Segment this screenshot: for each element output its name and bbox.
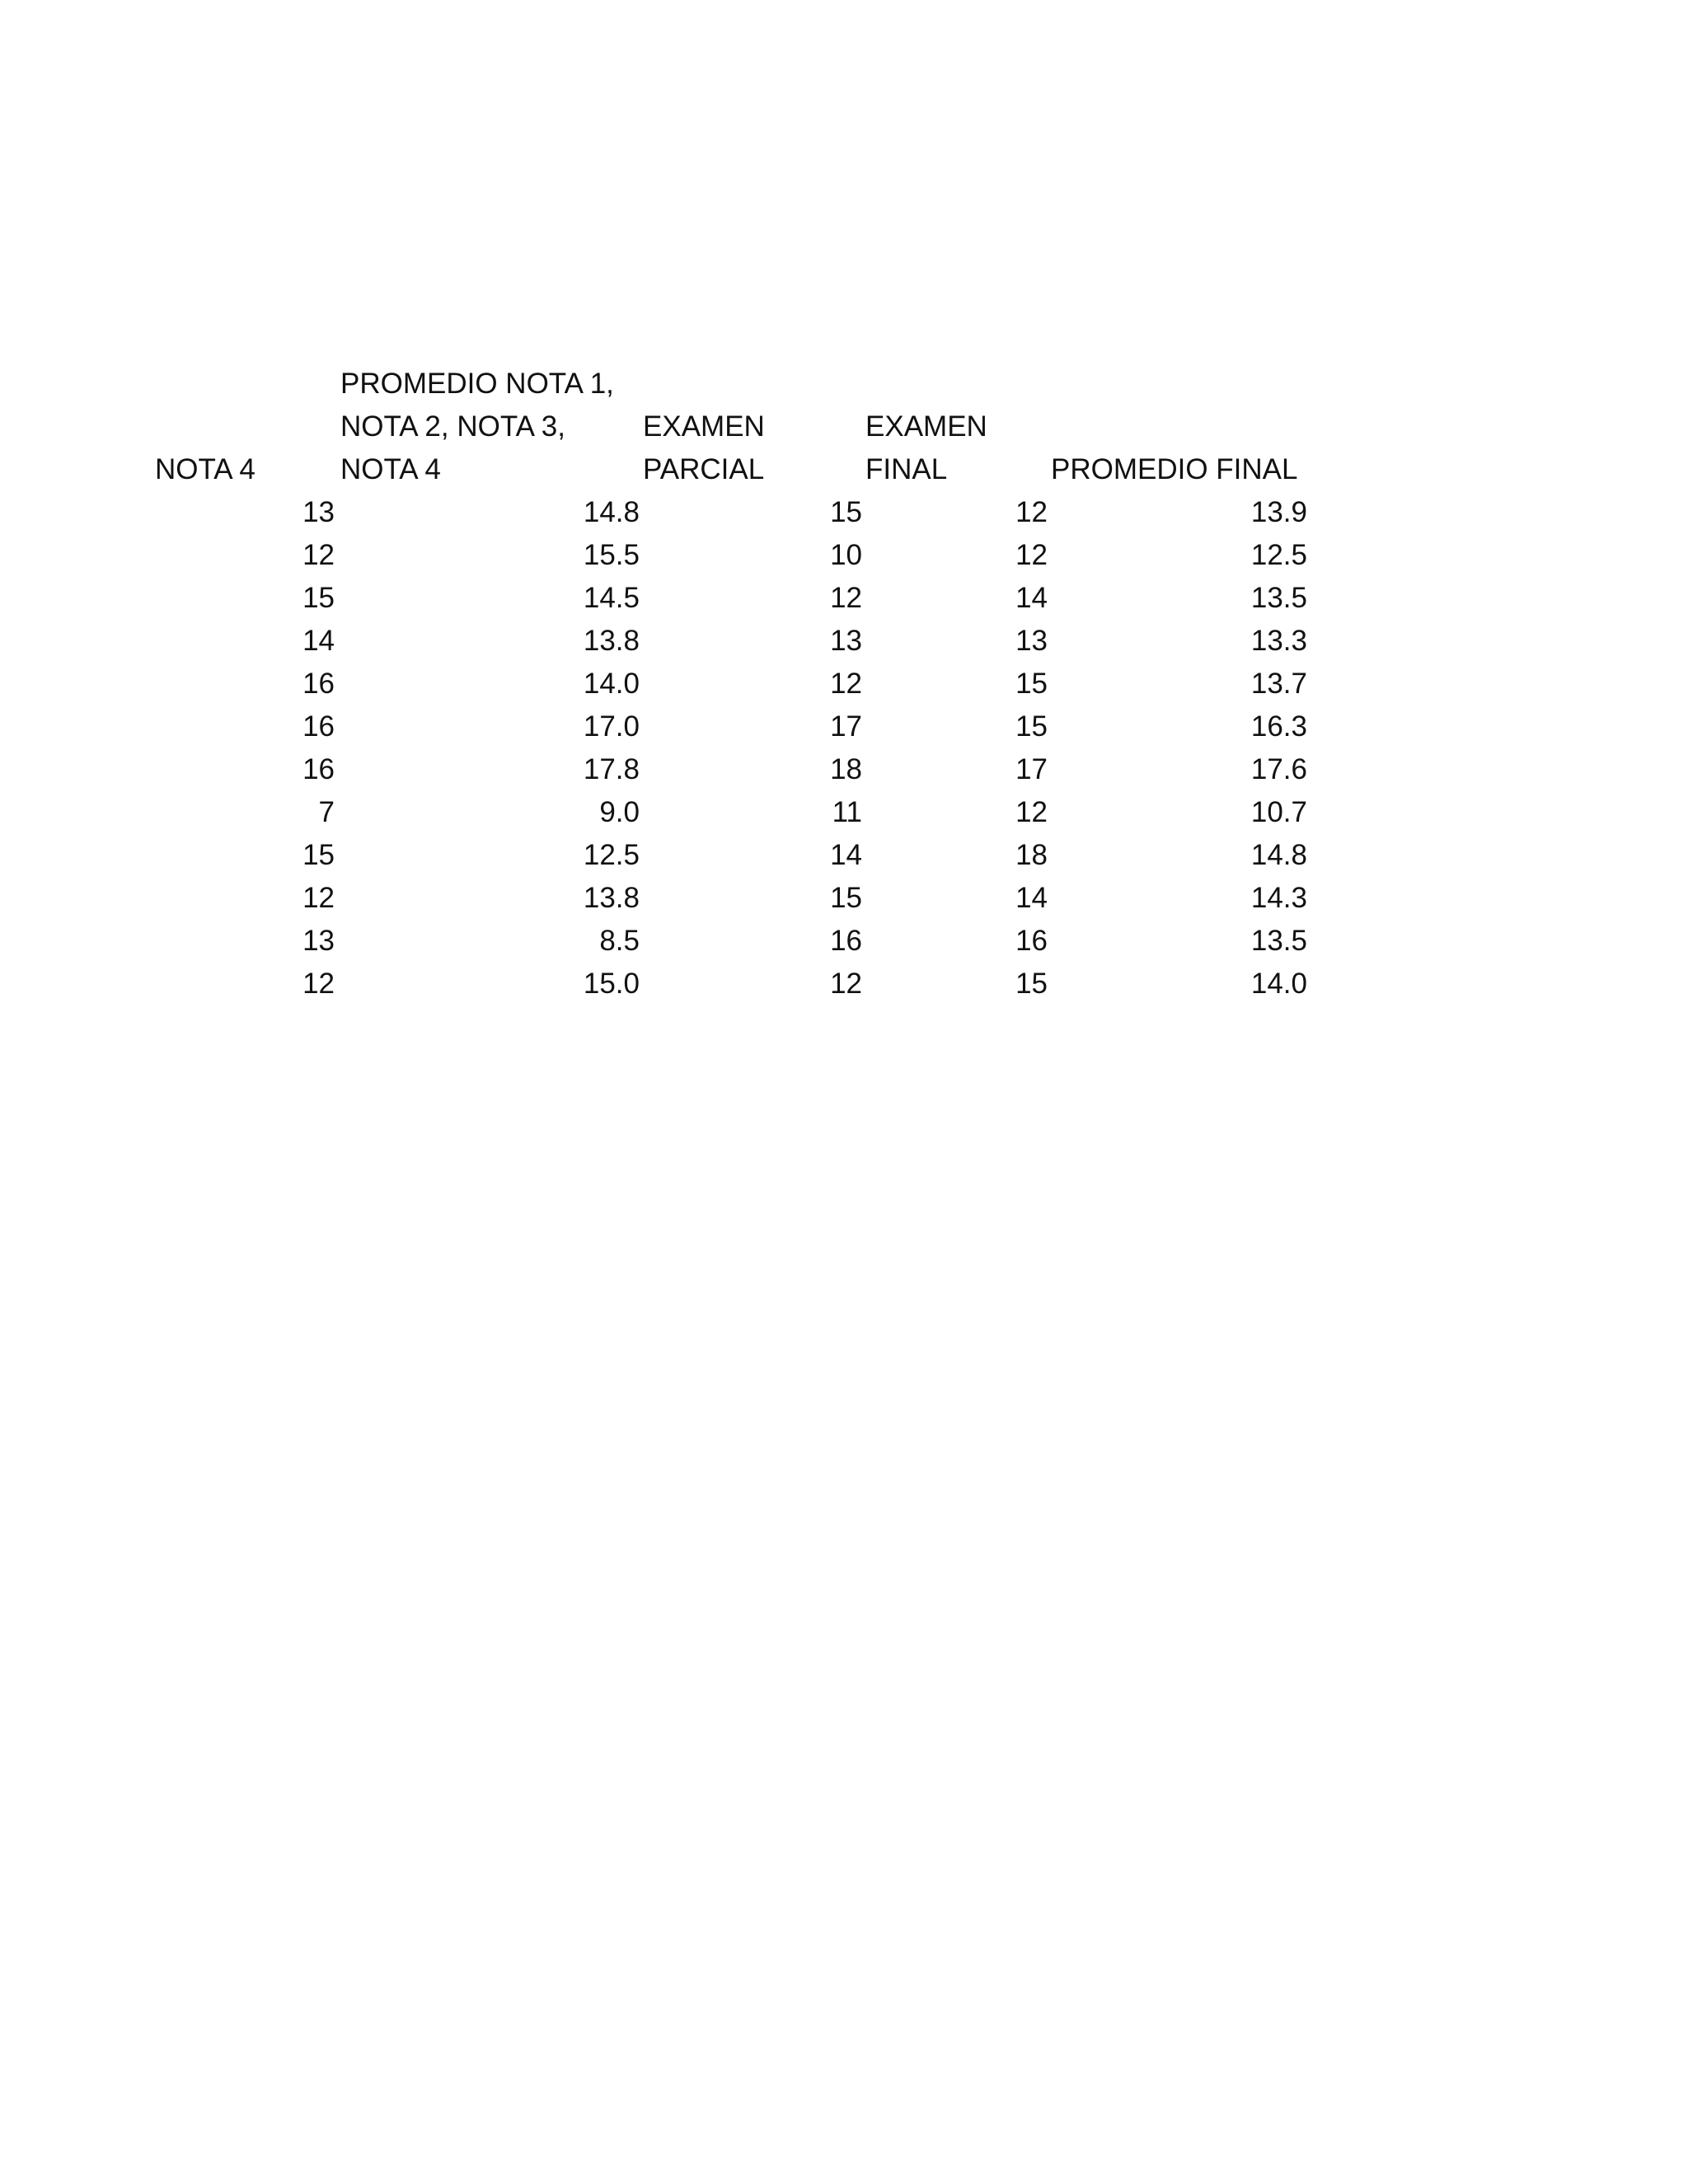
header-promedio-line-1: PROMEDIO NOTA 1, — [340, 368, 614, 400]
table-cell-examen-final: 12 — [1015, 539, 1048, 571]
table-cell-examen-parcial: 12 — [830, 968, 862, 1000]
table-cell-promedio-notas: 15.0 — [583, 968, 640, 1000]
table-cell-nota-4: 15 — [302, 839, 335, 871]
table-cell-examen-parcial: 17 — [830, 710, 862, 743]
table-cell-promedio-notas: 13.8 — [583, 882, 640, 914]
table-cell-nota-4: 7 — [318, 796, 335, 828]
header-examen-parcial — [643, 363, 865, 491]
header-examen-final — [865, 363, 1051, 491]
table-cell-examen-parcial: 12 — [830, 668, 862, 700]
table-cell-promedio-final: 13.5 — [1250, 582, 1307, 614]
table-cell-promedio-final: 14.0 — [1250, 968, 1307, 1000]
table-cell-promedio-notas: 17.8 — [583, 753, 640, 785]
header-promedio-line-3: NOTA 4 — [340, 453, 441, 485]
table-cell-examen-final: 13 — [1015, 625, 1048, 657]
table-cell-nota-4: 16 — [302, 668, 335, 700]
table-cell-promedio-final: 14.8 — [1250, 839, 1307, 871]
table-cell-promedio-final: 12.5 — [1250, 539, 1307, 571]
header-final-line-2: FINAL — [865, 453, 948, 485]
header-parcial-line-1: EXAMEN — [643, 410, 765, 443]
grades-table — [140, 363, 1311, 1005]
table-cell-nota-4: 13 — [302, 496, 335, 528]
table-cell-promedio-notas: 17.0 — [583, 710, 640, 743]
table-cell-examen-final: 12 — [1015, 796, 1048, 828]
table-cell-promedio-final: 10.7 — [1250, 796, 1307, 828]
table-cell-promedio-notas: 14.5 — [583, 582, 640, 614]
table-cell-promedio-final: 17.6 — [1250, 753, 1307, 785]
table-cell-promedio-notas: 14.8 — [583, 496, 640, 528]
table-cell-examen-final: 15 — [1015, 668, 1048, 700]
table-cell-examen-parcial: 11 — [832, 796, 862, 828]
table-cell-nota-4: 13 — [302, 925, 335, 957]
header-promedio-line-2: NOTA 2, NOTA 3, — [340, 410, 565, 443]
table-cell-examen-final: 16 — [1015, 925, 1048, 957]
header-final-line-1: EXAMEN — [865, 410, 987, 443]
header-promedio-final — [1051, 363, 1311, 491]
table-cell-examen-parcial: 10 — [830, 539, 862, 571]
table-cell-examen-final: 12 — [1015, 496, 1048, 528]
table-cell-promedio-notas: 13.8 — [583, 625, 640, 657]
table-cell-promedio-notas: 15.5 — [583, 539, 640, 571]
table-cell-nota-4: 12 — [302, 539, 335, 571]
table-cell-promedio-notas: 9.0 — [599, 796, 640, 828]
table-cell-examen-final: 17 — [1015, 753, 1048, 785]
table-cell-promedio-final: 14.3 — [1250, 882, 1307, 914]
table-cell-promedio-final: 13.5 — [1250, 925, 1307, 957]
table-cell-promedio-notas: 14.0 — [583, 668, 640, 700]
table-cell-nota-4: 12 — [302, 968, 335, 1000]
table-cell-examen-final: 14 — [1015, 882, 1048, 914]
table-cell-promedio-notas: 8.5 — [599, 925, 640, 957]
header-promedio-final-line: PROMEDIO FINAL — [1051, 453, 1298, 485]
table-cell-examen-parcial: 12 — [830, 582, 862, 614]
table-cell-examen-parcial: 18 — [830, 753, 862, 785]
table-cell-promedio-final: 13.7 — [1250, 668, 1307, 700]
header-promedio-notas — [140, 363, 643, 491]
table-cell-examen-parcial: 14 — [830, 839, 862, 871]
table-cell-examen-parcial: 15 — [830, 882, 862, 914]
table-cell-examen-parcial: 13 — [830, 625, 862, 657]
table-cell-examen-parcial: 16 — [830, 925, 862, 957]
table-cell-examen-final: 14 — [1015, 582, 1048, 614]
table-cell-examen-parcial: 15 — [830, 496, 862, 528]
table-cell-nota-4: 16 — [302, 753, 335, 785]
table-cell-examen-final: 18 — [1015, 839, 1048, 871]
table-cell-promedio-final: 13.3 — [1250, 625, 1307, 657]
table-cell-promedio-final: 16.3 — [1250, 710, 1307, 743]
table-cell-examen-final: 15 — [1015, 968, 1048, 1000]
table-cell-promedio-final: 13.9 — [1250, 496, 1307, 528]
table-cell-promedio-notas: 12.5 — [583, 839, 640, 871]
grades-sheet — [140, 363, 1311, 1005]
table-cell-nota-4: 15 — [302, 582, 335, 614]
table-cell-nota-4: 14 — [302, 625, 335, 657]
table-cell-nota-4: 12 — [302, 882, 335, 914]
header-parcial-line-2: PARCIAL — [643, 453, 765, 485]
header-nota-4-line: NOTA 4 — [155, 453, 256, 485]
table-cell-examen-final: 15 — [1015, 710, 1048, 743]
table-cell-nota-4: 16 — [302, 710, 335, 743]
